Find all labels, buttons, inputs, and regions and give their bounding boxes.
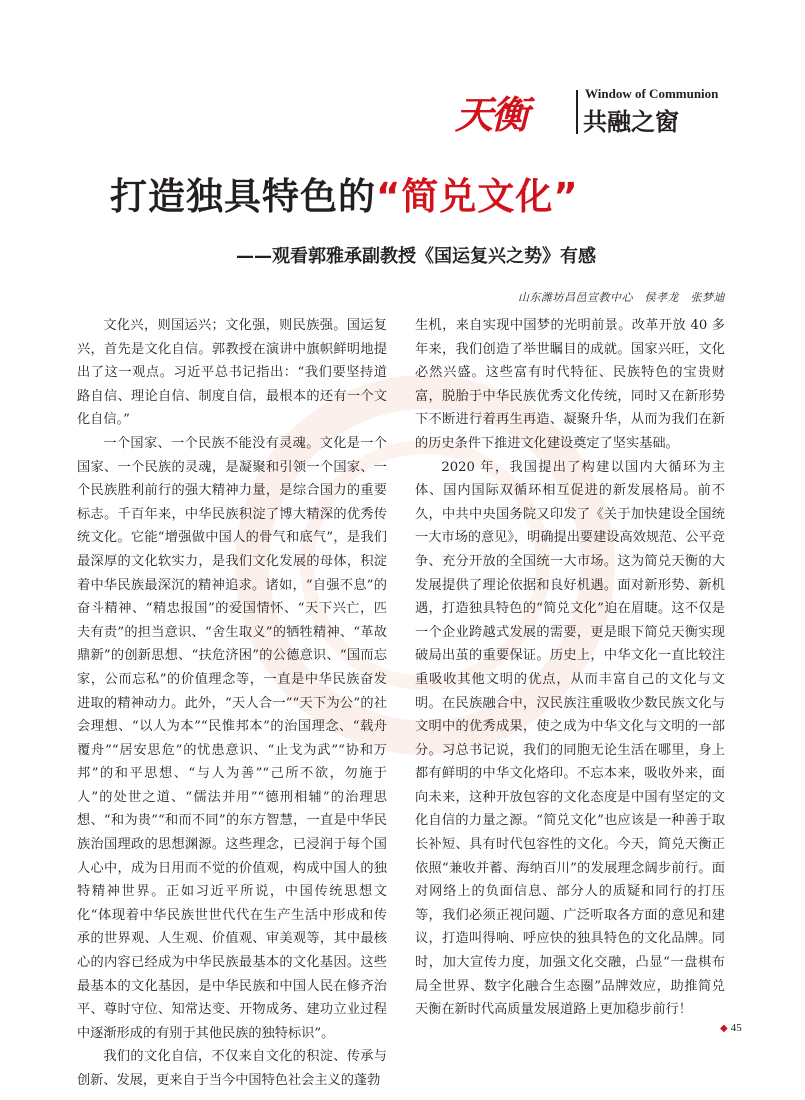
page-number-value: 45 — [730, 1022, 742, 1034]
title-prefix: 打造独具特色的 — [110, 175, 376, 218]
column-name-english: Window of Communion — [585, 86, 719, 101]
article-byline: 山东潍坊昌邑宣教中心 侯孝龙 张梦迪 — [518, 291, 725, 304]
masthead-divider — [576, 90, 578, 134]
left-column — [77, 314, 387, 1093]
brand-logo: 天衡 — [455, 92, 528, 137]
column-name-chinese: 共融之窗 — [583, 107, 679, 136]
right-column — [415, 314, 725, 1022]
paragraph: 我们的文化自信，不仅来自文化的积淀、传承与创新、发展，更来自于当今中国特色社会主义的蓬勃 — [77, 1049, 387, 1088]
page-number — [720, 1022, 742, 1034]
paragraph: 生机，来自实现中国梦的光明前景。改革开放 40 多年来，我们创造了举世瞩目的成就。国家兴旺，文化必然兴盛。这些富有时代特征、民族特色的宝贵财富，脱胎于中华民族优秀文化传统，同时又在新形势下不断进行着再生再造、凝聚升华，从而为我们在新的历史条件下推进文化建设奠定了坚实基础。 — [415, 318, 725, 451]
title-highlight: “简兑文化” — [376, 175, 579, 218]
paragraph: 文化兴，则国运兴；文化强，则民族强。国运复兴，首先是文化自信。郭教授在演讲中旗帜鲜明地提出了这一观点。习近平总书记指出：“我们要坚持道路自信、理论自信、制度自信，最根本的还有一个文化自信。” — [77, 318, 387, 428]
paragraph: 2020 年，我国提出了构建以国内大循环为主体、国内国际双循环相互促进的新发展格局。前不久，中共中央国务院又印发了《关于加快建设全国统一大市场的意见》，明确提出要建设高效规范、公平竞争、充分开放的全国统一大市场。这为简兑天衡的大发展提供了理论依据和良好机遇。面对新形势、新机遇，打造独具特色的“简兑文化”迫在眉睫。这不仅是一个企业跨越式发展的需要，更是眼下简兑天衡实现破局出茧的重要保证。历史上，中华文化一直比较注重吸收其他文明的优点，从而丰富自己的文化与文明。在民族融合中，汉民族注重吸收少数民族文化与文明中的优秀成果，使之成为中华文化与文明的一部分。习总书记说，我们的同胞无论生活在哪里，身上都有鲜明的中华文化烙印。不忘本来，吸收外来，面向未来，这种开放包容的文化态度是中国有坚定的文化自信的力量之源。“简兑文化”也应该是一种善于取长补短、具有时代包容性的文化。今天，简兑天衡正依照“兼收并蓄、海纳百川”的发展理念阔步前行。面对网络上的负面信息、部分人的质疑和同行的打压等，我们必须正视问题、广泛听取各方面的意见和建议，打造叫得响、呼应快的独具特色的文化品牌。同时，加大宣传力度，加强文化交融，凸显“一盘棋布局全世界、数字化融合生态圈”品牌效应，助推简兑天衡在新时代高质量发展道路上更加稳步前行！ — [415, 459, 725, 1018]
article-title — [110, 166, 579, 220]
diamond-icon: ◆ — [720, 1023, 728, 1034]
article-subtitle: ——观看郭雅承副教授《国运复兴之势》有感 — [236, 246, 596, 267]
paragraph: 一个国家、一个民族不能没有灵魂。文化是一个国家、一个民族的灵魂，是凝聚和引领一个国家、一个民族胜利前行的强大精神力量，是综合国力的重要标志。千百年来，中华民族积淀了博大精深的优秀传统文化。它能“增强做中国人的骨气和底气”，是我们最深厚的文化软实力，是我们文化发展的母体，积淀着中华民族最深沉的精神追求。诸如，“自强不息”的奋斗精神、“精忠报国”的爱国情怀、“天下兴亡，匹夫有责”的担当意识、“舍生取义”的牺牲精神、“革故鼎新”的创新思想、“扶危济困”的公德意识、“国而忘家，公而忘私”的价值理念等，一直是中华民族奋发进取的精神动力。此外，“天人合一”“天下为公”的社会理想、“以人为本”“民惟邦本”的治国理念、“载舟覆舟”“居安思危”的忧患意识、“止戈为武”“协和万邦”的和平思想、“与人为善”“己所不欲，勿施于人”的处世之道、“儒法并用”“德刑相辅”的治理思想、“和为贵”“和而不同”的东方智慧，一直是中华民族治国理政的思想渊源。这些理念，已浸润于每个国人心中，成为日用而不觉的价值观，构成中国人的独特精神世界。正如习近平所说，中国传统思想文化“体现着中华民族世世代代在生产生活中形成和传承的世界观、人生观、价值观、审美观等，其中最核心的内容已经成为中华民族最基本的文化基因。这些最基本的文化基因，是中华民族和中国人民在修齐治平、尊时守位、知常达变、开物成务、建功立业过程中逐渐形成的有别于其他民族的独特标识”。 — [77, 435, 387, 1041]
masthead — [455, 82, 725, 142]
